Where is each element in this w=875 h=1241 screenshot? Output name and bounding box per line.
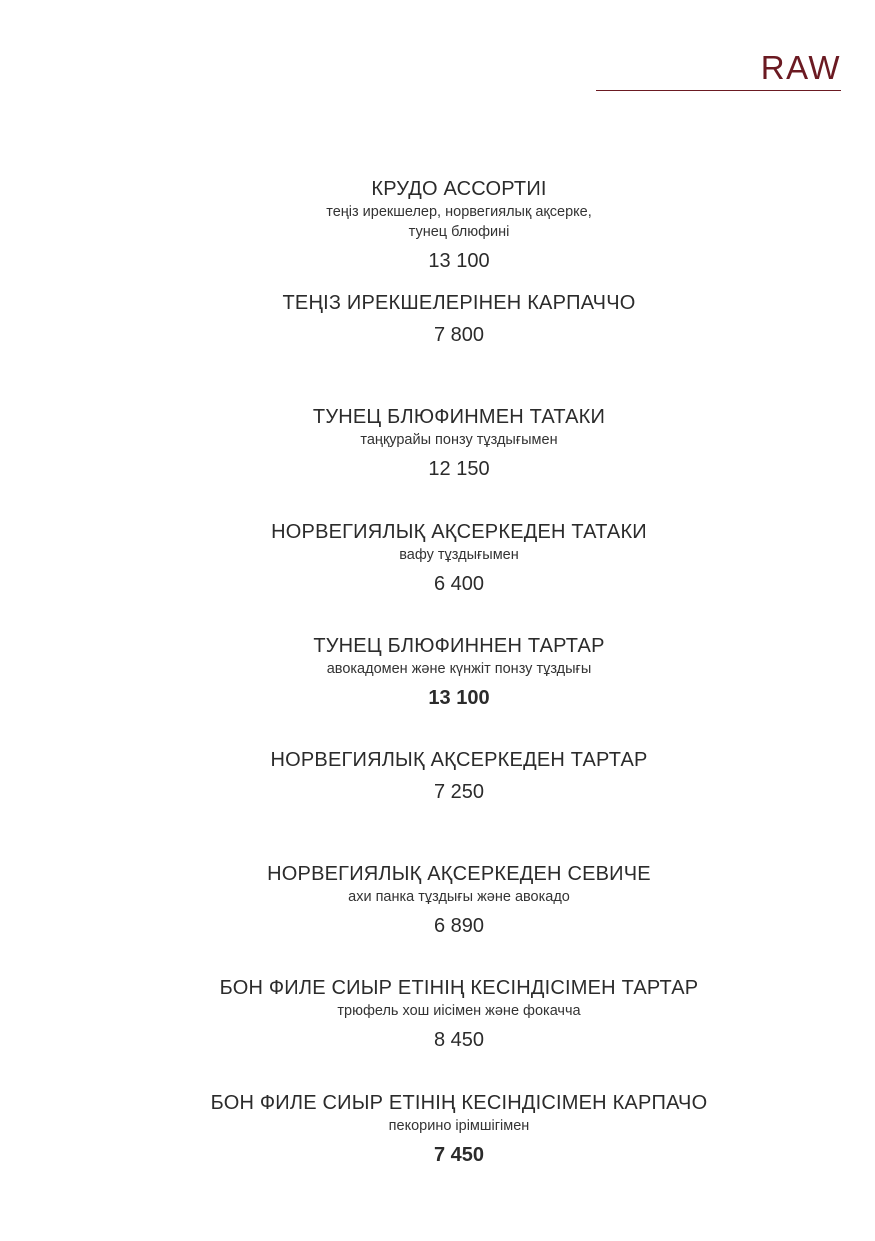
item-name: КРУДО АССОРТИІ (371, 178, 547, 200)
item-description: теңіз ирекшелер, норвегиялық ақсерке, (326, 204, 592, 220)
item-price: 6 400 (433, 572, 485, 595)
menu-item (0, 1091, 875, 1205)
item-price: 12 150 (428, 458, 490, 481)
menu-item (0, 291, 875, 405)
item-name: НОРВЕГИЯЛЫҚ АҚСЕРКЕДЕН ТАТАКИ (271, 520, 647, 543)
item-price: 8 450 (433, 1029, 485, 1052)
item-name: БОН ФИЛЕ СИЫР ЕТІНІҢ КЕСІНДІСІМЕН ТАРТАР (219, 977, 699, 1000)
menu-item (0, 634, 875, 748)
item-name: НОРВЕГИЯЛЫҚ АҚСЕРКЕДЕН СЕВИЧЕ (267, 863, 651, 886)
menu-list (0, 177, 875, 1205)
item-name: ТУНЕЦ БЛЮФИННЕН ТАРТАР (313, 634, 605, 657)
item-name: НОРВЕГИЯЛЫҚ АҚСЕРКЕДЕН ТАРТАР (270, 748, 648, 771)
item-price: 7 450 (433, 1143, 485, 1166)
section-header (596, 48, 841, 94)
menu-item (0, 862, 875, 976)
item-name: ТЕҢІЗ ИРЕКШЕЛЕРІНЕН КАРПАЧЧО (282, 292, 636, 315)
item-description: вафу тұздығымен (399, 546, 519, 563)
item-description: тунец блюфині (408, 224, 510, 240)
item-price: 7 250 (433, 780, 485, 803)
item-description: ахи панка тұздығы және авокадо (348, 889, 570, 906)
item-description: таңқурайы понзу тұздығымен (360, 432, 558, 449)
menu-item (0, 520, 875, 634)
item-name: БОН ФИЛЕ СИЫР ЕТІНІҢ КЕСІНДІСІМЕН КАРПАЧО (210, 1091, 708, 1114)
item-price: 7 800 (433, 324, 485, 347)
item-description: авокадомен және күнжіт понзу тұздығы (326, 660, 592, 677)
item-description: трюфель хош иісімен және фокачча (337, 1003, 581, 1020)
item-price: 13 100 (428, 686, 490, 709)
menu-item (0, 405, 875, 519)
item-description: пекорино ірімшігімен (388, 1117, 530, 1134)
section-title: RAW (760, 49, 841, 86)
menu-item (0, 748, 875, 862)
item-price: 6 890 (433, 915, 485, 938)
item-name: ТУНЕЦ БЛЮФИНМЕН ТАТАКИ (312, 406, 606, 429)
section-divider (596, 90, 841, 91)
item-price: 13 100 (428, 250, 490, 272)
menu-item (0, 976, 875, 1090)
menu-item (0, 177, 875, 291)
